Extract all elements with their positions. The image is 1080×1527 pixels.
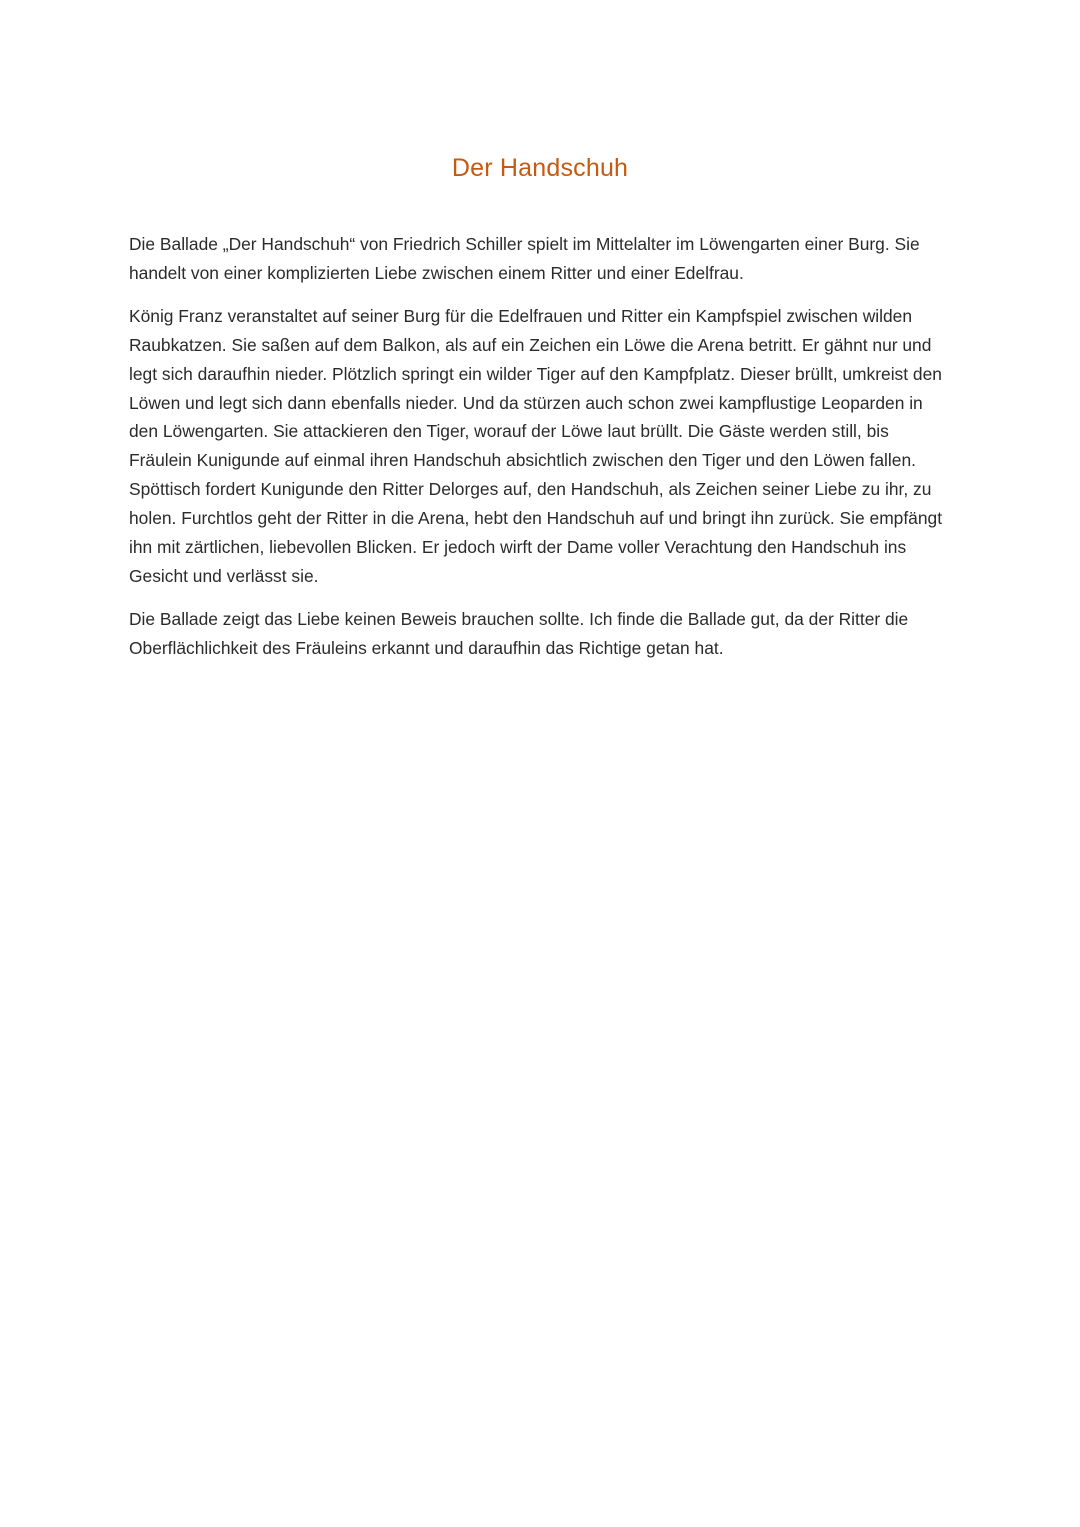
paragraph-conclusion: Die Ballade zeigt das Liebe keinen Beweis brauchen sollte. Ich finde die Ballade gut, da der Ritter die Oberflächlichkeit des Fräuleins erkannt und daraufhin das Richtige getan hat. xyxy=(129,608,909,658)
document-body xyxy=(129,230,955,677)
paragraph-intro: Die Ballade „Der Handschuh“ von Friedrich Schiller spielt im Mittelalter im Löwengarten einer Burg. Sie handelt von einer komplizierten Liebe zwischen einem Ritter und einer Edelfrau. xyxy=(129,234,920,283)
page-title: Der Handschuh xyxy=(451,154,629,182)
paragraph-summary: König Franz veranstaltet auf seiner Burg für die Edelfrauen und Ritter ein Kampfspiel zwischen wilden Raubkatzen. Sie saßen auf dem Balkon, als auf ein Zeichen ein Löwe die Arena betritt. Er gähnt nur und legt sich daraufhin nieder. Plötzlich springt ein wilder Tiger auf den Kampfplatz. Dieser brüllt, umkreist den Löwen und legt sich dann ebenfalls nieder. Und da stürzen auch schon zwei kampflustige Leoparden in den Löwengarten. Sie attackieren den Tiger, worauf der Löwe laut brüllt. Die Gäste werden still, bis Fräulein Kunigunde auf einmal ihren Handschuh absichtlich zwischen den Tiger und den Löwen fallen. Spöttisch fordert Kunigunde den Ritter Delorges auf, den Handschuh, als Zeichen seiner Liebe zu ihr, zu holen. Furchtlos geht der Ritter in die Arena, hebt den Handschuh auf und bringt ihn zurück. Sie empfängt ihn mit zärtlichen, liebevollen Blicken. Er jedoch wirft der Dame voller Verachtung den Handschuh ins Gesicht und verlässt sie. xyxy=(129,305,943,586)
